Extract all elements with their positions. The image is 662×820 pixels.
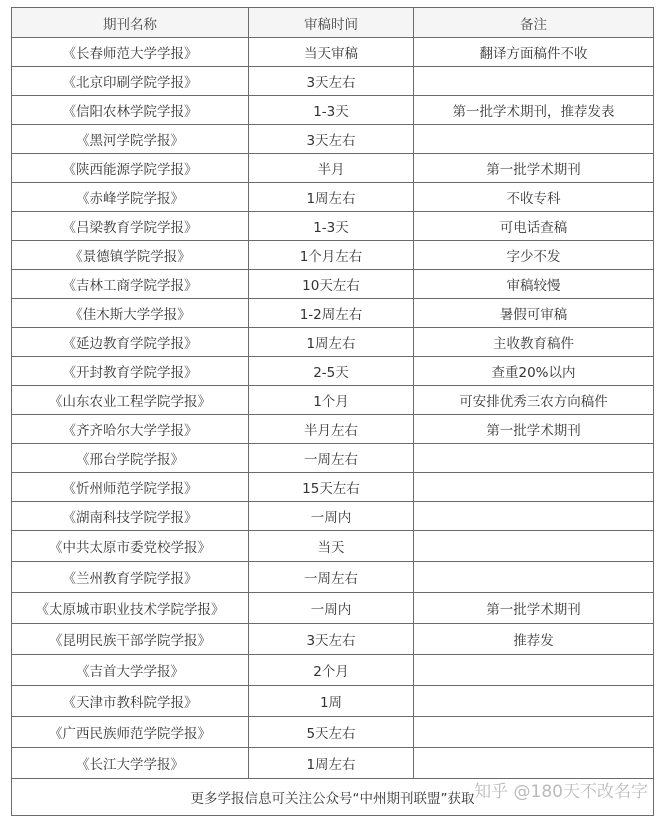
remarks-cell — [414, 444, 654, 473]
header-remarks: 备注 — [414, 8, 654, 38]
table-row — [12, 212, 654, 241]
header-review-time: 审稿时间 — [249, 8, 414, 38]
remarks-cell: 第一批学术期刊 — [414, 154, 654, 183]
journal-name-cell: 《中共太原市委党校学报》 — [12, 531, 249, 562]
journal-name-cell: 《吉首大学学报》 — [12, 655, 249, 686]
remarks-cell — [414, 717, 654, 748]
review-time-cell: 1-3天 — [249, 96, 414, 125]
review-time-cell: 5天左右 — [249, 717, 414, 748]
table-row — [12, 125, 654, 154]
journal-name-cell: 《齐齐哈尔大学学报》 — [12, 415, 249, 444]
table-row — [12, 183, 654, 212]
table-row — [12, 241, 654, 270]
journal-table — [11, 7, 654, 816]
review-time-cell: 1个月 — [249, 386, 414, 415]
review-time-cell: 3天左右 — [249, 67, 414, 96]
remarks-cell — [414, 67, 654, 96]
remarks-cell: 查重20%以内 — [414, 357, 654, 386]
journal-name-cell: 《兰州教育学院学报》 — [12, 562, 249, 593]
table-row — [12, 67, 654, 96]
review-time-cell: 当天 — [249, 531, 414, 562]
table-row — [12, 748, 654, 779]
journal-name-cell: 《黑河学院学报》 — [12, 125, 249, 154]
remarks-cell — [414, 686, 654, 717]
review-time-cell: 2个月 — [249, 655, 414, 686]
remarks-cell: 第一批学术期刊 — [414, 593, 654, 624]
table-row — [12, 562, 654, 593]
review-time-cell: 1周左右 — [249, 183, 414, 212]
review-time-cell: 2-5天 — [249, 357, 414, 386]
journal-name-cell: 《邢台学院学报》 — [12, 444, 249, 473]
journal-name-cell: 《北京印刷学院学报》 — [12, 67, 249, 96]
table-row — [12, 299, 654, 328]
review-time-cell: 3天左右 — [249, 624, 414, 655]
journal-name-cell: 《佳木斯大学学报》 — [12, 299, 249, 328]
remarks-cell: 翻译方面稿件不收 — [414, 38, 654, 67]
journal-name-cell: 《开封教育学院学报》 — [12, 357, 249, 386]
journal-name-cell: 《吕梁教育学院学报》 — [12, 212, 249, 241]
table-row — [12, 655, 654, 686]
review-time-cell: 一周左右 — [249, 444, 414, 473]
footer-note: 更多学报信息可关注公众号“中州期刊联盟”获取 — [12, 779, 654, 816]
journal-name-cell: 《延边教育学院学报》 — [12, 328, 249, 357]
table-row — [12, 531, 654, 562]
review-time-cell: 半月左右 — [249, 415, 414, 444]
remarks-cell — [414, 748, 654, 779]
remarks-cell: 暑假可审稿 — [414, 299, 654, 328]
table-row — [12, 38, 654, 67]
journal-name-cell: 《湖南科技学院学报》 — [12, 502, 249, 531]
table-row — [12, 444, 654, 473]
footer-row — [12, 779, 654, 816]
review-time-cell: 15天左右 — [249, 473, 414, 502]
remarks-cell — [414, 562, 654, 593]
header-row — [12, 8, 654, 38]
review-time-cell: 1个月左右 — [249, 241, 414, 270]
review-time-cell: 一周左右 — [249, 562, 414, 593]
header-journal-name: 期刊名称 — [12, 8, 249, 38]
table-row — [12, 593, 654, 624]
review-time-cell: 一周内 — [249, 502, 414, 531]
review-time-cell: 10天左右 — [249, 270, 414, 299]
table-row — [12, 328, 654, 357]
remarks-cell — [414, 502, 654, 531]
review-time-cell: 当天审稿 — [249, 38, 414, 67]
journal-name-cell: 《景德镇学院学报》 — [12, 241, 249, 270]
remarks-cell — [414, 655, 654, 686]
remarks-cell — [414, 531, 654, 562]
remarks-cell: 第一批学术期刊 — [414, 415, 654, 444]
table-row — [12, 357, 654, 386]
review-time-cell: 1-3天 — [249, 212, 414, 241]
remarks-cell: 不收专科 — [414, 183, 654, 212]
journal-name-cell: 《昆明民族干部学院学报》 — [12, 624, 249, 655]
journal-name-cell: 《吉林工商学院学报》 — [12, 270, 249, 299]
remarks-cell — [414, 473, 654, 502]
table-row — [12, 96, 654, 125]
journal-name-cell: 《广西民族师范学院学报》 — [12, 717, 249, 748]
remarks-cell — [414, 125, 654, 154]
review-time-cell: 一周内 — [249, 593, 414, 624]
journal-name-cell: 《赤峰学院学报》 — [12, 183, 249, 212]
remarks-cell: 第一批学术期刊，推荐发表 — [414, 96, 654, 125]
journal-name-cell: 《长江大学学报》 — [12, 748, 249, 779]
table-row — [12, 386, 654, 415]
table-row — [12, 502, 654, 531]
table-row — [12, 415, 654, 444]
review-time-cell: 1周左右 — [249, 748, 414, 779]
journal-name-cell: 《陕西能源学院学报》 — [12, 154, 249, 183]
journal-name-cell: 《天津市教科院学报》 — [12, 686, 249, 717]
remarks-cell: 推荐发 — [414, 624, 654, 655]
watermark: 知乎 @180天不改名字 — [474, 782, 648, 802]
review-time-cell: 3天左右 — [249, 125, 414, 154]
table-row — [12, 686, 654, 717]
journal-name-cell: 《忻州师范学院学报》 — [12, 473, 249, 502]
table-row — [12, 624, 654, 655]
journal-name-cell: 《山东农业工程学院学报》 — [12, 386, 249, 415]
review-time-cell: 1周左右 — [249, 328, 414, 357]
table-row — [12, 717, 654, 748]
journal-name-cell: 《太原城市职业技术学院学报》 — [12, 593, 249, 624]
table-row — [12, 154, 654, 183]
table-row — [12, 270, 654, 299]
remarks-cell: 可安排优秀三农方向稿件 — [414, 386, 654, 415]
review-time-cell: 1-2周左右 — [249, 299, 414, 328]
remarks-cell: 可电话查稿 — [414, 212, 654, 241]
journal-name-cell: 《长春师范大学学报》 — [12, 38, 249, 67]
remarks-cell: 主收教育稿件 — [414, 328, 654, 357]
review-time-cell: 半月 — [249, 154, 414, 183]
journal-name-cell: 《信阳农林学院学报》 — [12, 96, 249, 125]
table-row — [12, 473, 654, 502]
remarks-cell: 字少不发 — [414, 241, 654, 270]
review-time-cell: 1周 — [249, 686, 414, 717]
remarks-cell: 审稿较慢 — [414, 270, 654, 299]
